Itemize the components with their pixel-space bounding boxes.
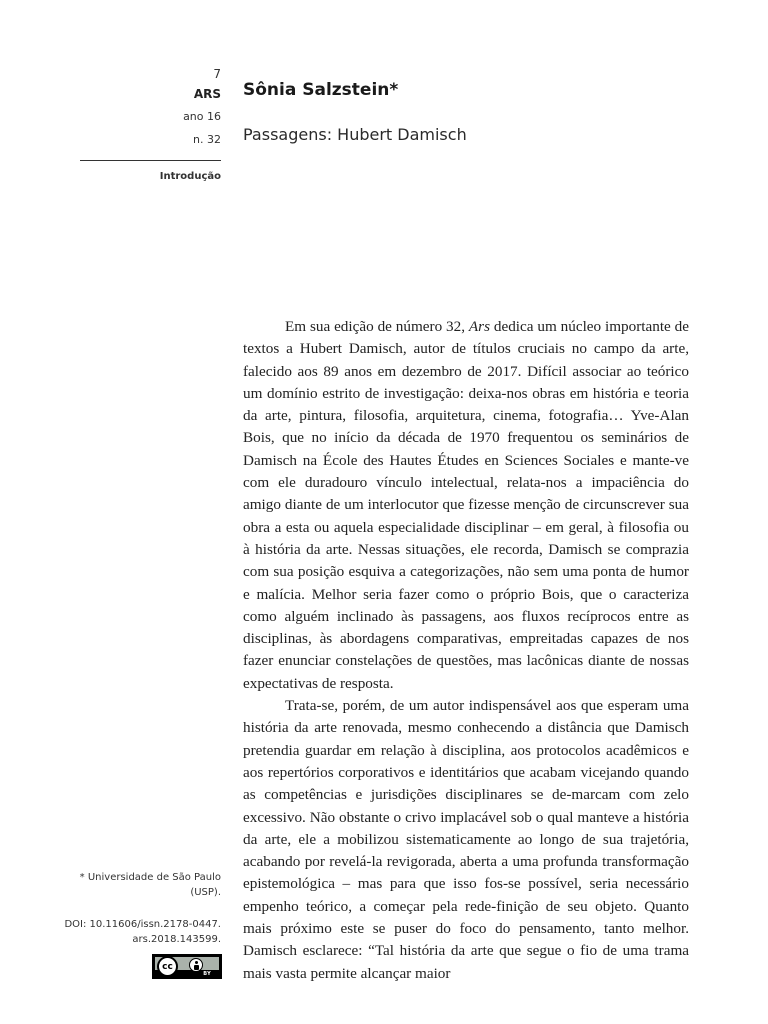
- creative-commons-by-icon: [152, 954, 222, 979]
- article-body: [243, 316, 689, 985]
- doi-line: ars.2018.143599.: [132, 933, 221, 945]
- body-paragraph: [243, 316, 689, 695]
- license-by-label: BY: [203, 971, 211, 977]
- section-label: Introdução: [159, 171, 221, 182]
- body-paragraph: Trata-se, porém, de um autor indispensável aos que esperam uma história da arte renovada, mesmo conhecendo a distância que Damisch pretendia guardar em relação à disciplina, aos protocolos acadêmicos e aos repertórios corporativos e identitários que acabam vicejando quando as competências e jurisdições disciplinares se de-marcam com zelo excessivo. Não obstante o crivo implacável sob o qual manteve a história da arte, ele a mobilizou sistematicamente ao longo de sua trajetória, acabando por revelá-la revigorada, aberta a uma profunda transformação epistemológica – mas para que isso fos-se possível, seria necessário empenho teórico, a começar pela rede-finição de seu objeto. Quanto mais próximo este se puser do foco do pensamento, tanto melhor. Damisch esclarece: “Tal história da arte que segue o fio de uma trama mais vasta permite alcançar maior: [243, 697, 689, 982]
- journal-title-italic: Ars: [468, 318, 490, 335]
- article-title: Passagens: Hubert Damisch: [243, 125, 467, 144]
- doi-reference: [41, 918, 221, 947]
- journal-issue: n. 32: [193, 133, 221, 146]
- cc-logo-icon: cc: [157, 956, 178, 977]
- affiliation-line: * Universidade de São Paulo: [79, 872, 221, 883]
- sidebar-divider: [80, 160, 221, 161]
- journal-year: ano 16: [183, 110, 221, 123]
- page-number: 7: [213, 67, 221, 81]
- paragraph-text: Em sua edição de número 32,: [285, 318, 469, 335]
- journal-name: ARS: [193, 87, 221, 101]
- doi-line: DOI: 10.11606/issn.2178-0447.: [64, 919, 221, 930]
- affiliation-line: (USP).: [190, 886, 221, 898]
- article-author: Sônia Salzstein*: [243, 80, 399, 100]
- author-affiliation: [41, 871, 221, 900]
- attribution-person-icon: [189, 958, 203, 972]
- paragraph-text: dedica um núcleo importante de textos a Hubert Damisch, autor de títulos cruciais no campo da arte, falecido aos 89 anos em dezembro de 2017. Difícil associar ao teórico um domínio estrito de investigação: deixa-nos obras em história e teoria da arte, pintura, filosofia, arquitetura, cinema, fotografia… Yve-Alan Bois, que no início da década de 1970 frequentou os seminários de Damisch na École des Hautes Études en Sciences Sociales e mante-ve com ele duradouro vínculo intelectual, relata-nos a impaciência do amigo diante de um interlocutor que fizesse menção de circunscrever sua obra a esta ou aquela especialidade disciplinar – em geral, à filosofia ou à história da arte. Nessas situações, ele recorda, Damisch se comprazia com sua posição esquiva a categorizações, não sem uma ponta de humor e malícia. Melhor seria fazer como o próprio Bois, que o caracteriza como alguém inclinado às passagens, aos fluxos recíprocos entre as disciplinas, às abordagens comparativas, empreitadas capazes de nos fazer enunciar constelações de questões, mas lacônicas diante de nossas expectativas de resposta.: [243, 318, 689, 692]
